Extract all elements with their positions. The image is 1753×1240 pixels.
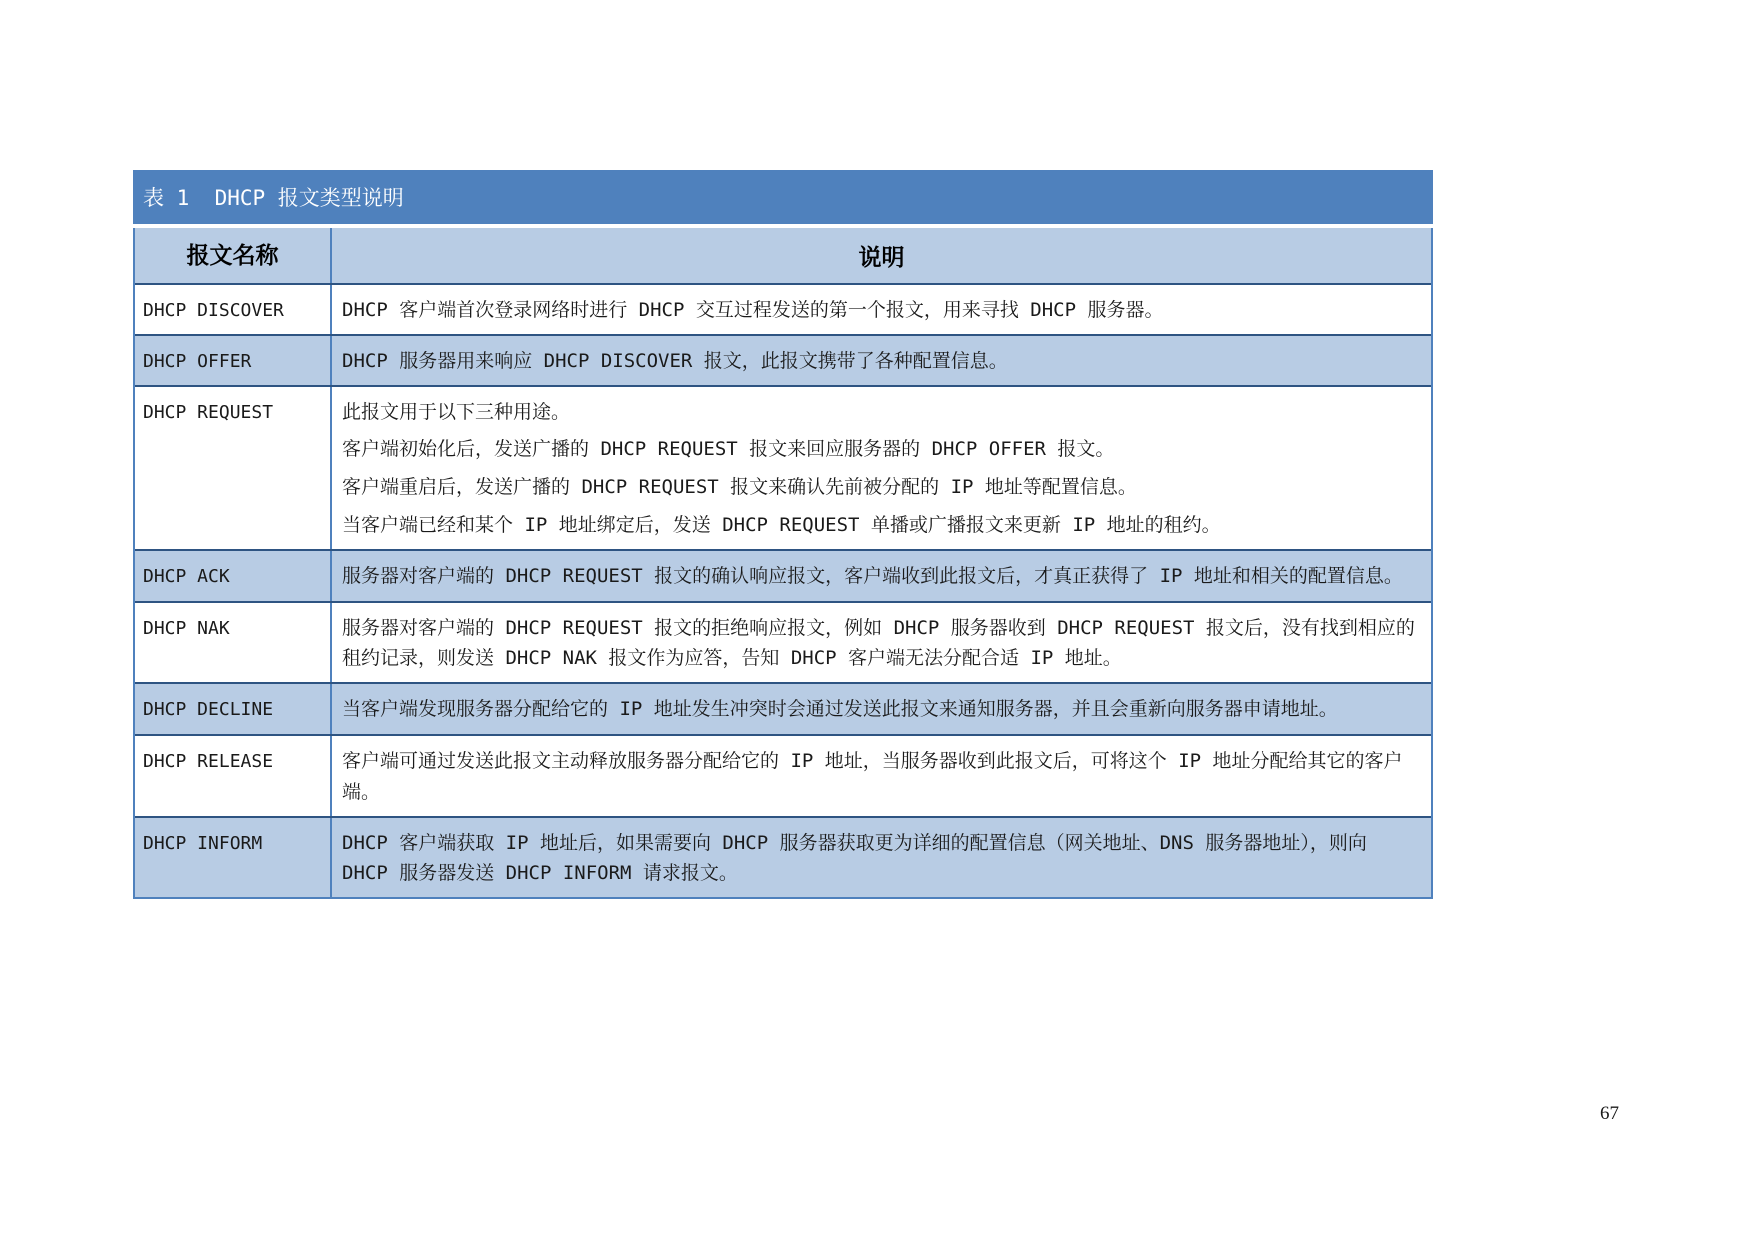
message-desc [332,551,1431,601]
table-row [135,549,1431,601]
message-name: DHCP RELEASE [135,736,332,816]
page-number: 67 [1600,1103,1619,1124]
message-name: DHCP DISCOVER [135,285,332,334]
message-desc [332,603,1431,683]
message-name: DHCP ACK [135,551,332,601]
table-row [135,601,1431,683]
table-row [135,682,1431,734]
table-caption: 表 1 DHCP 报文类型说明 [133,170,1433,228]
table-row [135,734,1431,816]
desc-paragraph: 当客户端已经和某个 IP 地址绑定后，发送 DHCP REQUEST 单播或广播报文来更新 IP 地址的租约。 [342,513,1221,536]
desc-paragraph: 当客户端发现服务器分配给它的 IP 地址发生冲突时会通过发送此报文来通知服务器，并且会重新向服务器申请地址。 [342,698,1338,721]
message-name: DHCP OFFER [135,336,332,385]
column-header-name: 报文名称 [135,228,332,283]
desc-paragraph: 客户端重启后，发送广播的 DHCP REQUEST 报文来确认先前被分配的 IP 地址等配置信息。 [342,476,1137,499]
message-desc [332,818,1431,898]
dhcp-message-table [133,170,1433,899]
message-name: DHCP INFORM [135,818,332,898]
column-header-desc: 说明 [858,244,905,270]
message-name: DHCP REQUEST [135,387,332,549]
table-row [135,385,1431,549]
table-body [133,228,1433,899]
desc-paragraph: 客户端初始化后，发送广播的 DHCP REQUEST 报文来回应服务器的 DHCP OFFER 报文。 [342,438,1115,461]
message-desc [332,684,1431,734]
desc-paragraph: 服务器对客户端的 DHCP REQUEST 报文的拒绝响应报文，例如 DHCP 服务器收到 DHCP REQUEST 报文后，没有找到相应的租约记录，则发送 DHCP NAK 报文作为应答，告知 DHCP 客户端无法分配合适 IP 地址。 [342,616,1415,670]
desc-paragraph: DHCP 客户端首次登录网络时进行 DHCP 交互过程发送的第一个报文，用来寻找 DHCP 服务器。 [342,299,1164,321]
message-name: DHCP DECLINE [135,684,332,734]
message-desc [332,285,1431,334]
table-row [135,816,1431,898]
desc-paragraph: 客户端可通过发送此报文主动释放服务器分配给它的 IP 地址，当服务器收到此报文后，可将这个 IP 地址分配给其它的客户端。 [342,750,1403,803]
desc-paragraph: 服务器对客户端的 DHCP REQUEST 报文的确认响应报文，客户端收到此报文后，才真正获得了 IP 地址和相关的配置信息。 [342,564,1403,587]
desc-paragraph: DHCP 客户端获取 IP 地址后，如果需要向 DHCP 服务器获取更为详细的配置信息（网关地址、DNS 服务器地址），则向 DHCP 服务器发送 DHCP INFORM 请求报文。 [342,831,1367,885]
table-row [135,283,1431,334]
desc-paragraph: 此报文用于以下三种用途。 [342,400,571,423]
table-row [135,334,1431,385]
message-desc [332,736,1431,816]
message-name: DHCP NAK [135,603,332,683]
message-desc [332,336,1431,385]
desc-paragraph: DHCP 服务器用来响应 DHCP DISCOVER 报文，此报文携带了各种配置信息。 [342,349,1008,372]
table-header-row [135,228,1431,283]
message-desc [332,387,1431,549]
